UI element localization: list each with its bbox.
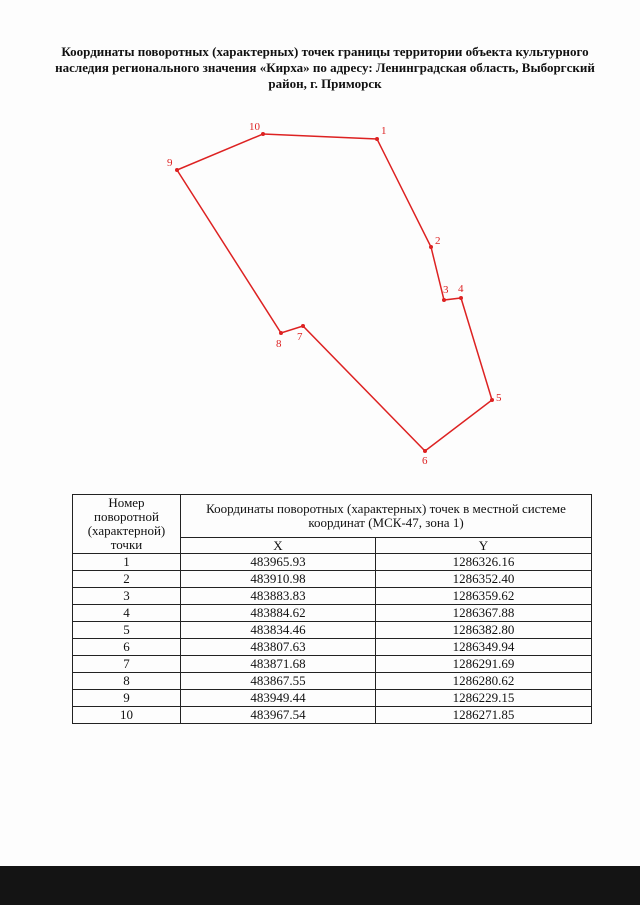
vertex-marker <box>459 296 463 300</box>
cell-y: 1286229.15 <box>375 690 591 707</box>
table-row <box>73 605 592 622</box>
cell-point-number: 7 <box>73 656 181 673</box>
cell-x: 483965.93 <box>181 554 376 571</box>
header-x: X <box>181 538 376 554</box>
cell-x: 483884.62 <box>181 605 376 622</box>
vertex-marker <box>429 245 433 249</box>
cell-x: 483871.68 <box>181 656 376 673</box>
cell-x: 483883.83 <box>181 588 376 605</box>
header-point-number: Номер поворотной (характерной) точки <box>73 495 181 554</box>
point-label: 7 <box>297 331 303 343</box>
point-label: 4 <box>458 283 464 295</box>
point-label: 2 <box>435 235 441 247</box>
table-body <box>73 554 592 724</box>
cell-point-number: 10 <box>73 707 181 724</box>
cell-point-number: 5 <box>73 622 181 639</box>
table-row <box>73 588 592 605</box>
vertex-marker <box>423 449 427 453</box>
point-label: 9 <box>167 157 173 169</box>
coordinates-table <box>72 494 592 724</box>
vertex-marker <box>279 331 283 335</box>
vertex-marker <box>301 324 305 328</box>
cell-y: 1286352.40 <box>375 571 591 588</box>
point-label: 10 <box>249 121 260 133</box>
table-row <box>73 622 592 639</box>
cell-point-number: 4 <box>73 605 181 622</box>
header-coordinates: Координаты поворотных (характерных) точек в местной системе координат (МСК-47, зона 1) <box>181 495 592 538</box>
cell-x: 483967.54 <box>181 707 376 724</box>
cell-x: 483910.98 <box>181 571 376 588</box>
cell-point-number: 3 <box>73 588 181 605</box>
table-row <box>73 554 592 571</box>
cell-x: 483807.63 <box>181 639 376 656</box>
cell-x: 483834.46 <box>181 622 376 639</box>
cell-y: 1286382.80 <box>375 622 591 639</box>
cell-point-number: 6 <box>73 639 181 656</box>
vertex-marker <box>375 137 379 141</box>
point-label: 8 <box>276 338 282 350</box>
point-label: 6 <box>422 455 428 467</box>
cell-point-number: 1 <box>73 554 181 571</box>
point-label: 3 <box>443 284 449 296</box>
cell-y: 1286291.69 <box>375 656 591 673</box>
cell-x: 483867.55 <box>181 673 376 690</box>
table-row <box>73 656 592 673</box>
scan-bottom-strip <box>0 866 640 905</box>
vertex-marker <box>175 168 179 172</box>
table-row <box>73 639 592 656</box>
cell-y: 1286359.62 <box>375 588 591 605</box>
table-row <box>73 673 592 690</box>
cell-y: 1286326.16 <box>375 554 591 571</box>
cell-x: 483949.44 <box>181 690 376 707</box>
vertex-marker <box>442 298 446 302</box>
table-row <box>73 707 592 724</box>
cell-point-number: 8 <box>73 673 181 690</box>
table-row <box>73 690 592 707</box>
cell-y: 1286271.85 <box>375 707 591 724</box>
cell-point-number: 9 <box>73 690 181 707</box>
header-y: Y <box>375 538 591 554</box>
cell-y: 1286367.88 <box>375 605 591 622</box>
vertex-marker <box>261 132 265 136</box>
cell-point-number: 2 <box>73 571 181 588</box>
point-label: 5 <box>496 392 502 404</box>
vertex-marker <box>490 398 494 402</box>
cell-y: 1286280.62 <box>375 673 591 690</box>
table-row <box>73 571 592 588</box>
cell-y: 1286349.94 <box>375 639 591 656</box>
page-title: Координаты поворотных (характерных) точек границы территории объекта культурного наследия регионального значения «Кирха» по адресу: Ленинградская область, Выборгский район, г. Приморск <box>55 44 595 91</box>
point-label: 1 <box>381 125 387 137</box>
